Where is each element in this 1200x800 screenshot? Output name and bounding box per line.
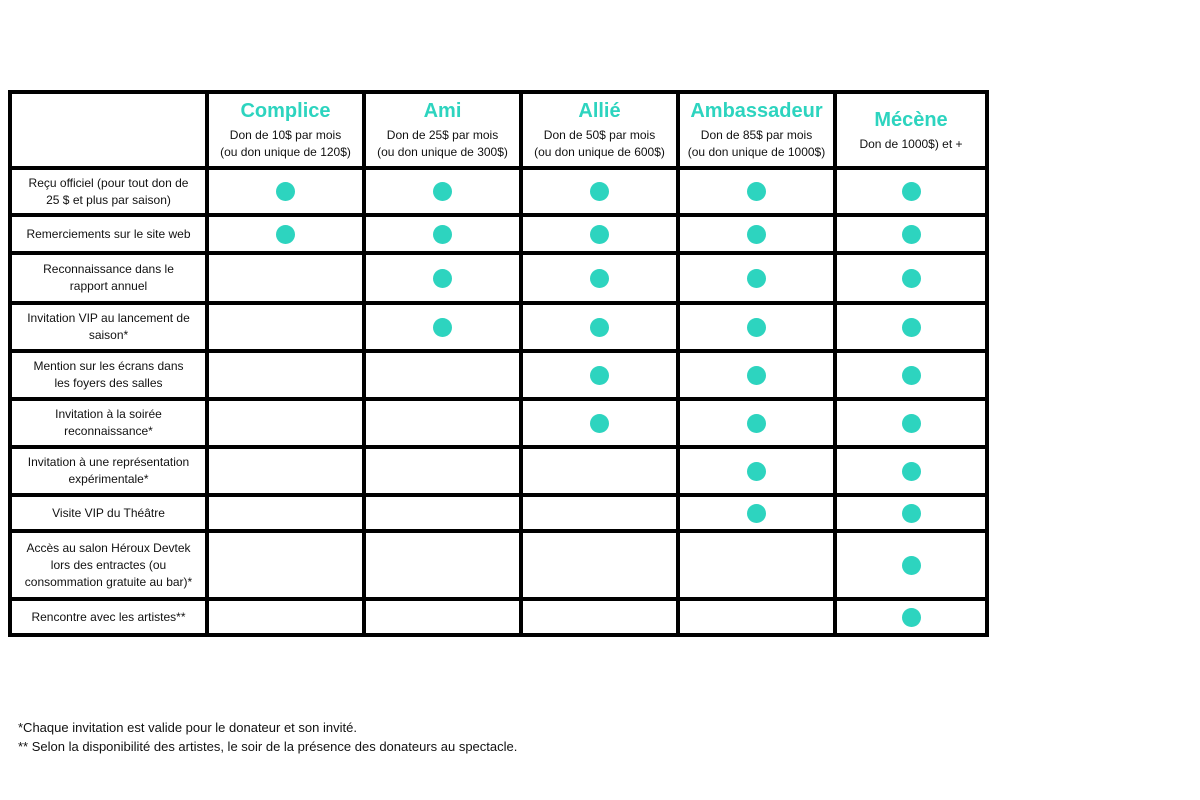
benefit-label-cell	[10, 168, 207, 215]
tier-header	[835, 92, 987, 168]
benefit-label-cell	[10, 399, 207, 447]
benefit-tier-cell	[521, 303, 678, 351]
tier-name: Mécène	[874, 108, 948, 131]
included-dot-icon	[747, 366, 766, 385]
benefit-label: Invitation à la soirée reconnaissance*	[55, 407, 162, 438]
benefit-tier-cell	[835, 168, 987, 215]
benefit-row	[10, 253, 987, 303]
benefit-row	[10, 531, 987, 599]
included-dot-icon	[747, 462, 766, 481]
benefit-tier-cell	[521, 531, 678, 599]
benefit-tier-cell	[678, 399, 835, 447]
included-dot-icon	[433, 225, 452, 244]
benefit-tier-cell	[521, 599, 678, 635]
tier-description: Don de 85$ par mois (ou don unique de 1000$)	[687, 128, 826, 159]
benefit-tier-cell	[207, 253, 364, 303]
tier-name: Ambassadeur	[690, 100, 823, 122]
benefit-row	[10, 303, 987, 351]
tier-description: Don de 10$ par mois (ou don unique de 120$)	[220, 128, 351, 159]
benefit-label-cell	[10, 303, 207, 351]
benefit-tier-cell	[521, 399, 678, 447]
benefit-tier-cell	[207, 495, 364, 531]
benefit-tier-cell	[207, 599, 364, 635]
benefit-label-cell	[10, 447, 207, 495]
benefit-tier-cell	[364, 447, 521, 495]
included-dot-icon	[902, 269, 921, 288]
footnote-artists: ** Selon la disponibilité des artistes, le soir de la présence des donateurs au spectacle.	[18, 739, 518, 754]
benefit-label: Invitation VIP au lancement de saison*	[27, 311, 190, 342]
benefit-label-cell	[10, 351, 207, 399]
benefit-tier-cell	[207, 531, 364, 599]
included-dot-icon	[902, 366, 921, 385]
corner-cell	[10, 92, 207, 168]
benefit-tier-cell	[364, 215, 521, 253]
benefit-tier-cell	[364, 599, 521, 635]
benefit-tier-cell	[364, 168, 521, 215]
benefit-tier-cell	[835, 399, 987, 447]
benefit-label: Reconnaissance dans le rapport annuel	[43, 262, 174, 293]
included-dot-icon	[276, 225, 295, 244]
included-dot-icon	[590, 225, 609, 244]
benefit-tier-cell	[678, 253, 835, 303]
benefit-tier-cell	[207, 447, 364, 495]
included-dot-icon	[902, 318, 921, 337]
benefit-row	[10, 495, 987, 531]
benefit-row	[10, 351, 987, 399]
benefit-row	[10, 168, 987, 215]
included-dot-icon	[276, 182, 295, 201]
tier-name: Complice	[240, 100, 331, 122]
benefit-tier-cell	[207, 399, 364, 447]
included-dot-icon	[747, 269, 766, 288]
included-dot-icon	[590, 366, 609, 385]
included-dot-icon	[747, 504, 766, 523]
included-dot-icon	[590, 414, 609, 433]
benefit-tier-cell	[835, 447, 987, 495]
benefit-row	[10, 599, 987, 635]
benefit-row	[10, 447, 987, 495]
benefit-label: Rencontre avec les artistes**	[31, 609, 186, 624]
benefit-tier-cell	[678, 447, 835, 495]
benefit-label-cell	[10, 531, 207, 599]
benefit-tier-cell	[364, 495, 521, 531]
included-dot-icon	[433, 318, 452, 337]
tier-name: Ami	[423, 100, 462, 122]
benefit-label: Invitation à une représentation expérimentale*	[27, 455, 190, 486]
benefit-row	[10, 215, 987, 253]
tier-header	[678, 92, 835, 168]
included-dot-icon	[590, 318, 609, 337]
benefit-tier-cell	[364, 531, 521, 599]
benefit-label-cell	[10, 215, 207, 253]
benefit-tier-cell	[364, 303, 521, 351]
included-dot-icon	[590, 269, 609, 288]
benefit-label: Mention sur les écrans dans les foyers des salles	[33, 359, 184, 390]
benefit-tier-cell	[521, 168, 678, 215]
donor-tiers-table	[8, 90, 989, 637]
tier-name: Allié	[578, 100, 621, 122]
benefit-tier-cell	[521, 215, 678, 253]
included-dot-icon	[747, 182, 766, 201]
benefit-label-cell	[10, 495, 207, 531]
included-dot-icon	[902, 414, 921, 433]
benefit-tier-cell	[835, 303, 987, 351]
benefit-tier-cell	[207, 303, 364, 351]
benefit-tier-cell	[835, 253, 987, 303]
included-dot-icon	[902, 608, 921, 627]
benefit-tier-cell	[364, 351, 521, 399]
benefit-label-cell	[10, 599, 207, 635]
benefit-tier-cell	[678, 215, 835, 253]
tier-description: Don de 50$ par mois (ou don unique de 600$)	[534, 128, 665, 159]
benefit-label-cell	[10, 253, 207, 303]
benefit-tier-cell	[835, 495, 987, 531]
benefit-tier-cell	[835, 599, 987, 635]
footnote-invitation: *Chaque invitation est valide pour le donateur et son invité.	[18, 720, 357, 735]
benefit-tier-cell	[364, 253, 521, 303]
benefit-tier-cell	[835, 351, 987, 399]
tier-header	[207, 92, 364, 168]
benefit-tier-cell	[678, 495, 835, 531]
benefit-tier-cell	[521, 351, 678, 399]
tier-description: Don de 1000$) et +	[859, 136, 963, 151]
included-dot-icon	[590, 182, 609, 201]
footnotes	[18, 718, 517, 756]
benefit-tier-cell	[678, 303, 835, 351]
benefit-tier-cell	[678, 599, 835, 635]
benefit-tier-cell	[207, 351, 364, 399]
included-dot-icon	[747, 414, 766, 433]
benefit-label: Reçu officiel (pour tout don de 25 $ et plus par saison)	[28, 175, 189, 207]
benefit-tier-cell	[521, 253, 678, 303]
included-dot-icon	[902, 462, 921, 481]
benefit-tier-cell	[207, 168, 364, 215]
benefit-tier-cell	[364, 399, 521, 447]
benefit-tier-cell	[678, 531, 835, 599]
benefit-tier-cell	[521, 447, 678, 495]
included-dot-icon	[902, 556, 921, 575]
benefit-label: Visite VIP du Théâtre	[52, 505, 165, 520]
benefit-tier-cell	[207, 215, 364, 253]
included-dot-icon	[902, 225, 921, 244]
tier-header	[364, 92, 521, 168]
benefit-tier-cell	[678, 351, 835, 399]
included-dot-icon	[902, 182, 921, 201]
included-dot-icon	[747, 318, 766, 337]
benefit-label: Remerciements sur le site web	[26, 226, 191, 241]
included-dot-icon	[433, 182, 452, 201]
tier-header-row	[10, 92, 987, 168]
benefit-row	[10, 399, 987, 447]
benefit-tier-cell	[678, 168, 835, 215]
benefit-tier-cell	[835, 215, 987, 253]
tier-description: Don de 25$ par mois (ou don unique de 300$)	[377, 128, 508, 159]
included-dot-icon	[902, 504, 921, 523]
benefit-label: Accès au salon Héroux Devtek lors des entractes (ou consommation gratuite au bar)*	[24, 540, 193, 589]
benefit-tier-cell	[521, 495, 678, 531]
tier-header	[521, 92, 678, 168]
included-dot-icon	[747, 225, 766, 244]
benefit-tier-cell	[835, 531, 987, 599]
included-dot-icon	[433, 269, 452, 288]
